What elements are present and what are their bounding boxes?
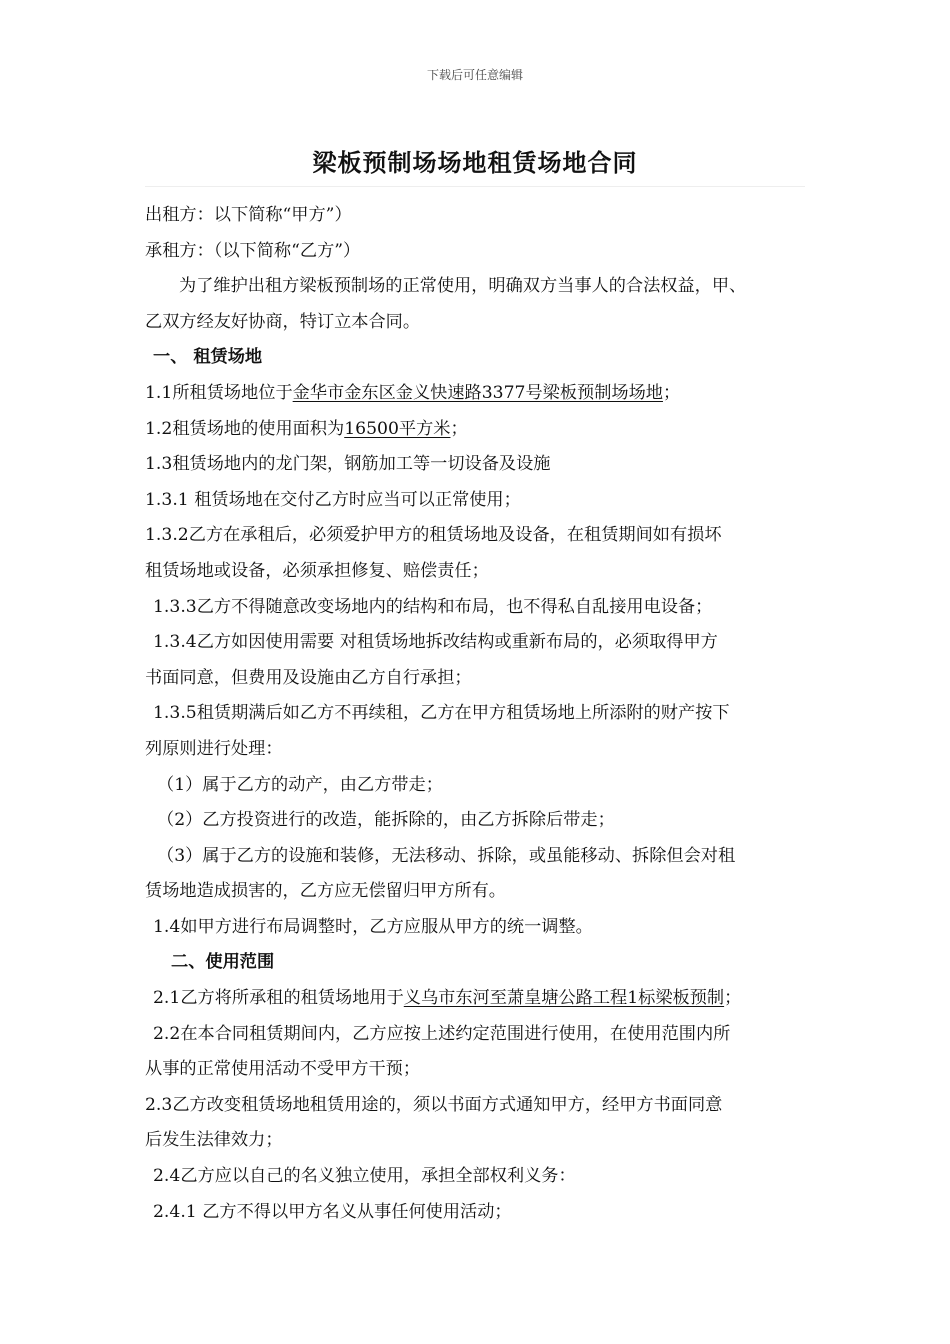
text-segment: 1.3.2乙方在承租后，必须爱护甲方的租赁场地及设备，在租赁期间如有损坏: [145, 525, 722, 546]
text-segment: （2）乙方投资进行的改造，能拆除的，由乙方拆除后带走；: [157, 810, 615, 831]
section-heading: [145, 340, 810, 376]
text-line: [145, 732, 810, 768]
text-segment: 2.2在本合同租赁期间内，乙方应按上述约定范围进行使用，在使用范围内所: [153, 1023, 731, 1044]
text-segment: 书面同意，但费用及设施由乙方自行承担；: [145, 667, 472, 688]
text-line: [145, 518, 810, 554]
text-line: [145, 981, 810, 1017]
text-line: [145, 910, 810, 946]
text-line: [145, 376, 810, 412]
text-line: [145, 554, 810, 590]
text-line: [145, 874, 810, 910]
text-segment: 一、 租赁场地: [153, 347, 263, 368]
text-segment: 列原则进行处理：: [145, 738, 283, 759]
text-segment: 1.3.5租赁期满后如乙方不再续租，乙方在甲方租赁场地上所添附的财产按下: [153, 703, 730, 724]
text-segment: 承租方：（以下简称“乙方”）: [145, 240, 361, 261]
text-segment: （1）属于乙方的动产，由乙方带走；: [157, 774, 443, 795]
text-segment: 1.1所租赁场地位于: [145, 382, 293, 403]
text-segment: 1.4如甲方进行布局调整时，乙方应服从甲方的统一调整。: [153, 916, 593, 937]
text-line: [145, 269, 810, 305]
text-segment: 赁场地造成损害的，乙方应无偿留归甲方所有。: [145, 881, 506, 902]
text-segment: 1.3.4乙方如因使用需要 对租赁场地拆改结构或重新布局的，必须取得甲方: [153, 632, 718, 653]
text-line: [145, 483, 810, 519]
text-segment: ；: [724, 988, 742, 1009]
text-line: [145, 1195, 810, 1231]
text-line: [145, 803, 810, 839]
text-line: [145, 1017, 810, 1053]
text-line: [145, 412, 810, 448]
document-body: [145, 198, 810, 1230]
text-line: [145, 696, 810, 732]
text-segment: 1.3.3乙方不得随意改变场地内的结构和布局，也不得私自乱接用电设备；: [153, 596, 713, 617]
text-line: [145, 234, 810, 270]
text-line: [145, 1159, 810, 1195]
text-line: [145, 590, 810, 626]
text-segment: （3）属于乙方的设施和装修，无法移动、拆除，或虽能移动、拆除但会对租: [157, 845, 736, 866]
text-segment: 2.4.1 乙方不得以甲方名义从事任何使用活动；: [153, 1201, 512, 1222]
filled-blank: 16500平方米: [344, 418, 451, 439]
text-segment: 1.3租赁场地内的龙门架，钢筋加工等一切设备及设施: [145, 454, 551, 475]
text-line: [145, 447, 810, 483]
filled-blank: 义乌市东河至萧皇塘公路工程1标梁板预制: [403, 988, 725, 1009]
document-title: 梁板预制场场地租赁场地合同: [312, 148, 638, 177]
title-divider: [145, 186, 805, 187]
text-line: [145, 198, 810, 234]
text-line: [145, 305, 810, 341]
filled-blank: 金华市金东区金义快速路3377号梁板预制场场地: [292, 382, 663, 403]
text-segment: 乙双方经友好协商，特订立本合同。: [145, 311, 421, 332]
text-segment: ；: [662, 382, 681, 403]
text-segment: 为了维护出租方梁板预制场的正常使用，明确双方当事人的合法权益，甲、: [179, 276, 747, 297]
text-line: [145, 839, 810, 875]
text-segment: 二、使用范围: [171, 952, 275, 973]
text-segment: 出租方：以下简称“甲方”）: [145, 205, 352, 225]
text-segment: ；: [450, 418, 468, 439]
text-line: [145, 1123, 810, 1159]
section-heading: [145, 945, 810, 981]
text-segment: 2.3乙方改变租赁场地租赁用途的，须以书面方式通知甲方，经甲方书面同意: [145, 1094, 723, 1115]
text-line: [145, 1052, 810, 1088]
text-line: [145, 1088, 810, 1124]
text-segment: 后发生法律效力；: [145, 1130, 283, 1151]
text-segment: 1.3.1 租赁场地在交付乙方时应当可以正常使用；: [145, 489, 521, 510]
text-line: [145, 661, 810, 697]
text-segment: 租赁场地或设备，必须承担修复、赔偿责任；: [145, 560, 489, 581]
text-line: [145, 625, 810, 661]
text-segment: 2.1乙方将所承租的租赁场地用于: [153, 988, 404, 1009]
text-segment: 从事的正常使用活动不受甲方干预；: [145, 1059, 421, 1080]
text-segment: 2.4乙方应以自己的名义独立使用，承担全部权利义务：: [153, 1166, 576, 1187]
text-segment: 1.2租赁场地的使用面积为: [145, 418, 345, 439]
text-line: [145, 768, 810, 804]
page-header: 下载后可任意编辑: [426, 68, 523, 82]
